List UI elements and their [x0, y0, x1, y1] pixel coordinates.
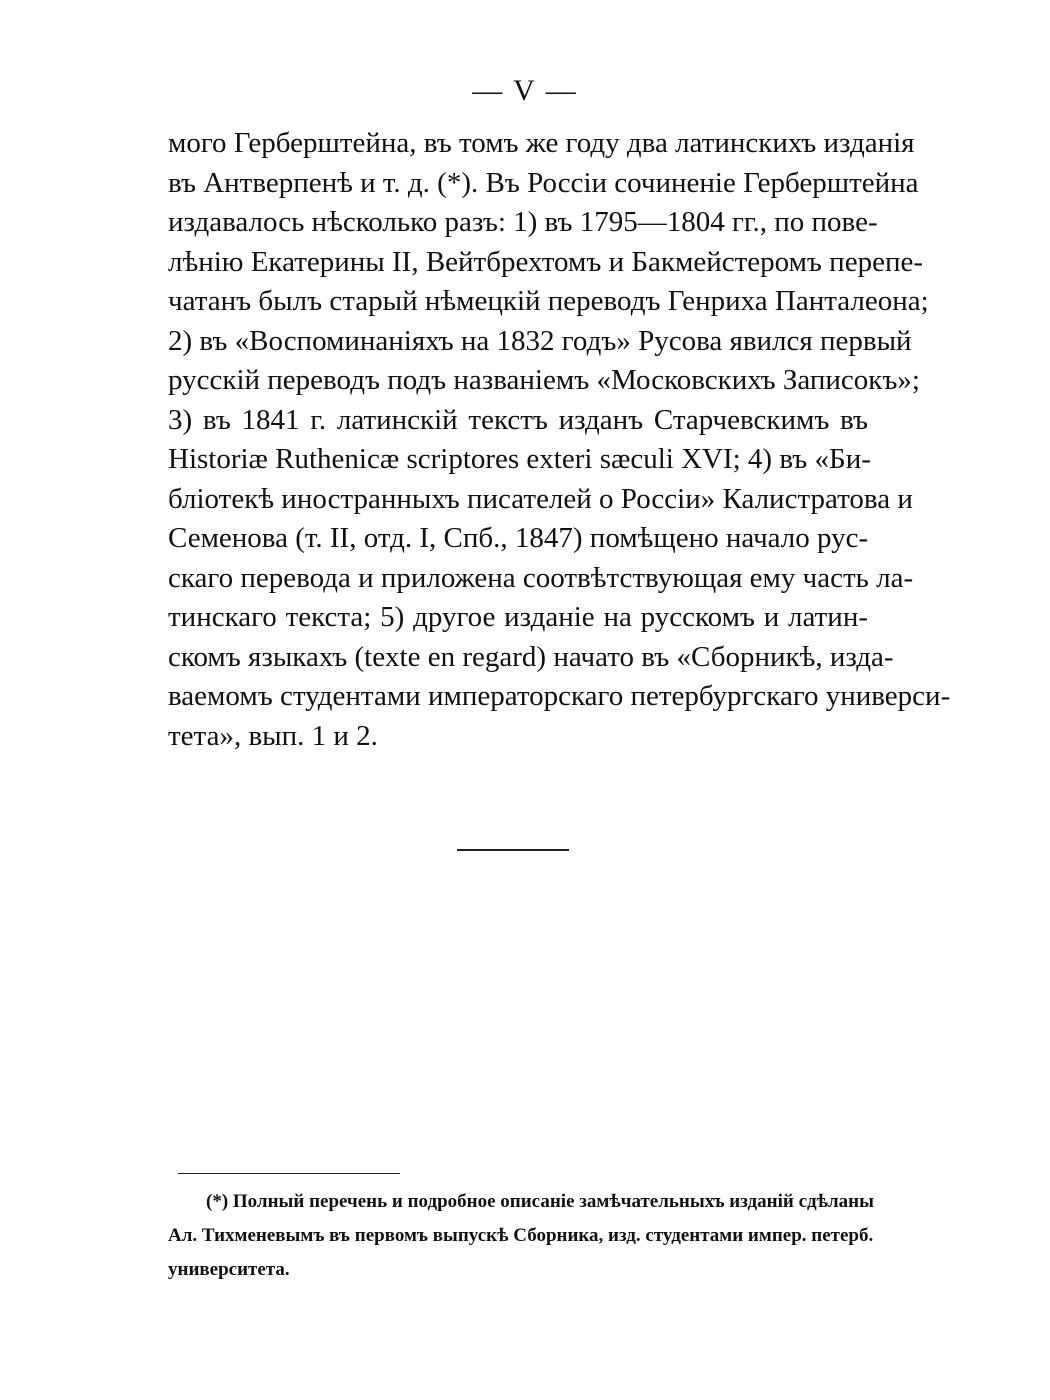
footnote-divider — [178, 1173, 400, 1174]
footnote-line-last: университета. — [168, 1259, 290, 1280]
text-line-last: тета», вып. 1 и 2. — [168, 719, 378, 752]
text-line: лѣнію Екатерины II, Вейтбрехтомъ и Бакмейстеромъ перепе- — [168, 245, 923, 278]
section-divider — [457, 849, 569, 851]
text-line: ваемомъ студентами императорскаго петербургскаго универси- — [168, 680, 951, 712]
text-line: Historiæ Ruthenicæ scriptores exteri sæculi XVI; 4) въ «Би- — [168, 443, 871, 475]
footnote — [168, 1185, 874, 1287]
text-line: бліотекѣ иностранныхъ писателей о Россіи» Калистратова и — [168, 482, 913, 515]
text-line: издавалось нѣсколько разъ: 1) въ 1795—1804 гг., по пове- — [168, 206, 878, 238]
text-line: скаго перевода и приложена соотвѣтствующая ему часть ла- — [168, 561, 914, 594]
text-line: 3) въ 1841 г. латинскій текстъ изданъ Старчевскимъ въ — [168, 403, 868, 436]
text-line: тинскаго текста; 5) другое изданіе на русскомъ и латин- — [168, 601, 868, 633]
text-line: чатанъ былъ старый нѣмецкій переводъ Генриха Панталеона; — [168, 285, 929, 317]
footnote-line: (*) Полный перечень и подробное описаніе замѣчательныхъ изданій сдѣланы — [206, 1191, 874, 1212]
text-line: мого Герберштейна, въ томъ же году два латинскихъ изданія — [168, 127, 915, 159]
text-line: скомъ языкахъ (texte en regard) начато въ «Сборникѣ, изда- — [168, 640, 894, 673]
text-line: русскій переводъ подъ названіемъ «Московскихъ Записокъ»; — [168, 364, 920, 396]
text-line: 2) въ «Воспоминаніяхъ на 1832 годъ» Русова явился первый — [168, 324, 912, 357]
page-number: — V — — [472, 74, 578, 107]
text-line: въ Антверпенѣ и т. д. (*). Въ Россіи сочиненіе Герберштейна — [168, 166, 919, 199]
text-line: Семенова (т. II, отд. I, Спб., 1847) помѣщено начало рус- — [168, 522, 869, 554]
footnote-line: Ал. Тихменевымъ въ первомъ выпускѣ Сборника, изд. студентами импер. петерб. — [168, 1225, 874, 1246]
main-paragraph — [168, 124, 951, 756]
